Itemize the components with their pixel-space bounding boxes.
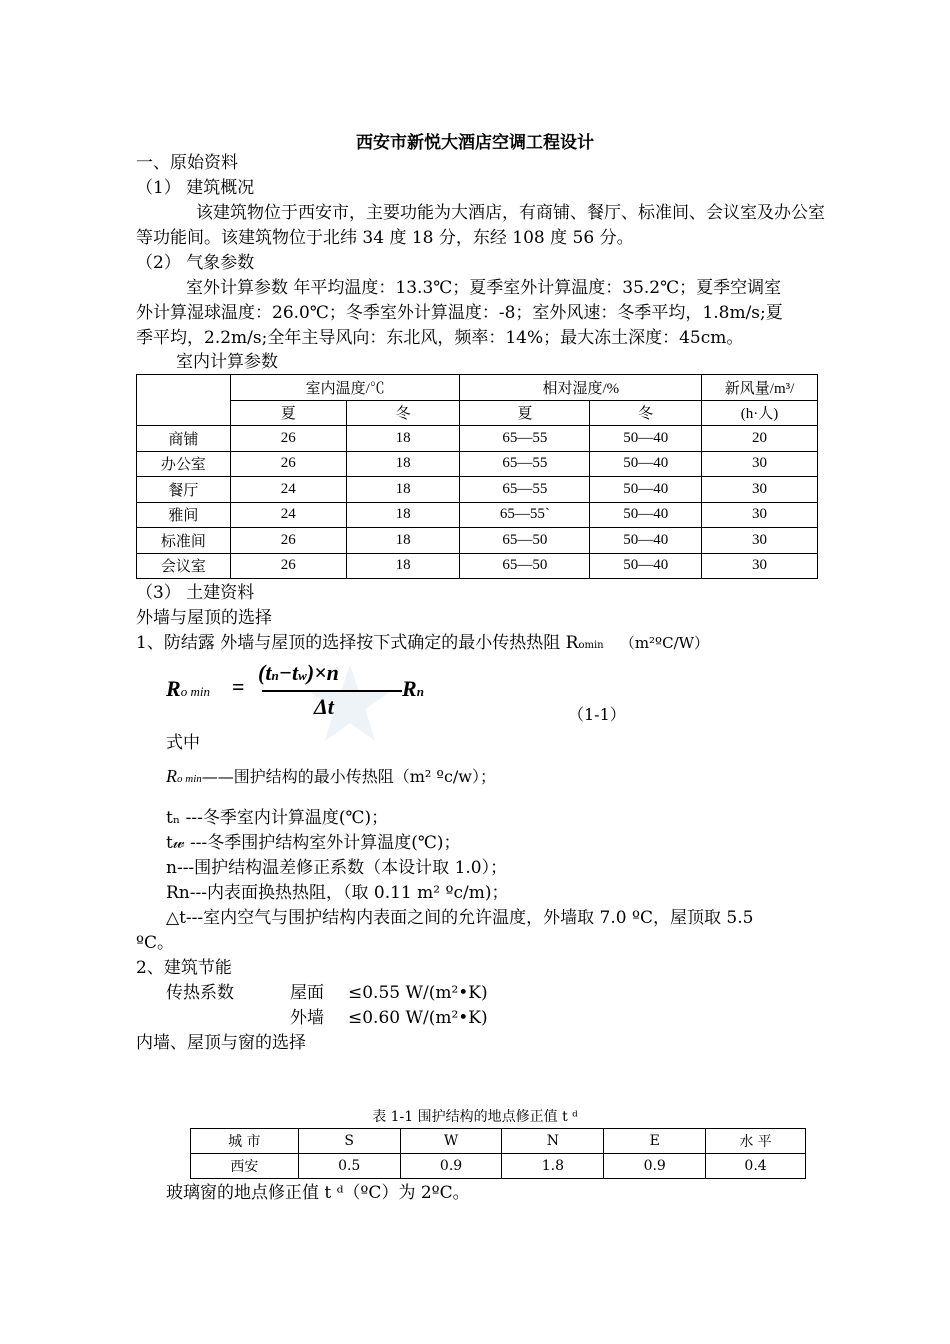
def-romin-sub: o min — [177, 773, 202, 785]
header-fresh-air-unit: (h·人) — [702, 400, 818, 426]
table-row — [137, 502, 818, 528]
table-cell: 0.5 — [298, 1154, 400, 1179]
item-anti-condensation — [136, 632, 709, 657]
table-cell: 65—55 — [460, 477, 590, 503]
roof-value: ≤0.55 W/(m²•K) — [348, 983, 488, 1003]
table-header-cell: E — [604, 1129, 706, 1154]
where-label: 式中 — [166, 733, 200, 753]
formula-denominator: Δt — [314, 694, 334, 719]
table-cell: 30 — [702, 528, 818, 554]
table-header-cell: S — [298, 1129, 400, 1154]
table-cell: 24 — [230, 477, 346, 503]
header-fresh-air: 新风量/m³/ — [702, 375, 818, 401]
table-subheader-row — [137, 400, 818, 426]
table-cell: 50—40 — [590, 502, 702, 528]
table-cell: 26 — [230, 553, 346, 579]
formula-rhs-symbol: R — [402, 676, 417, 701]
table-cell: 0.9 — [400, 1154, 502, 1179]
heat-transfer-label: 传热系数 — [166, 983, 234, 1003]
subheading-building-overview: （1） 建筑概况 — [136, 178, 255, 198]
subheading-civil-data: （3） 土建资料 — [136, 583, 255, 603]
table-row — [137, 426, 818, 452]
table-cell: 商铺 — [137, 426, 231, 452]
indoor-params-label: 室内计算参数 — [176, 352, 278, 372]
table-cell: 65—55` — [460, 502, 590, 528]
paragraph-weather-line1: 室外计算参数 年平均温度：13.3℃；夏季室外计算温度：35.2℃；夏季空调室 — [186, 278, 782, 298]
formula-fraction-line — [262, 690, 402, 692]
formula-num-a: (t — [258, 660, 272, 685]
table-cell: 65—55 — [460, 451, 590, 477]
def-romin — [166, 764, 496, 787]
formula-num-sub-n: n — [271, 668, 279, 683]
formula-lhs — [166, 676, 210, 702]
header-indoor-temp: 室内温度/℃ — [230, 375, 460, 401]
table-cell: 18 — [346, 451, 460, 477]
table-header-cell: 水 平 — [706, 1129, 806, 1154]
table-cell: 办公室 — [137, 451, 231, 477]
def-n: n---围护结构温差修正系数（本设计取 1.0）； — [166, 858, 508, 878]
paragraph-weather-line2: 外计算湿球温度：26.0℃；冬季室外计算温度：-8；室外风速：冬季平均，1.8m/s;夏 — [136, 303, 783, 323]
subheading-weather: （2） 气象参数 — [136, 253, 255, 273]
formula-lhs-sub: o min — [180, 684, 210, 699]
table-header-row — [191, 1129, 806, 1154]
table-cell: 30 — [702, 451, 818, 477]
table-row — [137, 451, 818, 477]
glass-correction-note: 玻璃窗的地点修正值 t ᵈ（ºC）为 2ºC。 — [166, 1183, 470, 1203]
table-cell: 30 — [702, 477, 818, 503]
section-heading-raw-data: 一、原始资料 — [136, 153, 238, 173]
table-cell: 26 — [230, 451, 346, 477]
table-cell: 标准间 — [137, 528, 231, 554]
table-corner-cell — [137, 375, 231, 426]
formula-num-mid: −t — [278, 660, 299, 685]
table-cell: 30 — [702, 502, 818, 528]
paragraph-building-line1: 该建筑物位于西安市，主要功能为大酒店，有商铺、餐厅、标准间、会议室及办公室 — [196, 203, 825, 223]
formula-rhs-sub: n — [416, 684, 424, 699]
location-correction-table — [190, 1128, 806, 1179]
paragraph-building-line2: 等功能间。该建筑物位于北纬 34 度 18 分，东经 108 度 56 分。 — [136, 228, 634, 248]
table-cell: 30 — [702, 553, 818, 579]
subheader-winter: 冬 — [590, 400, 702, 426]
table-cell: 18 — [346, 553, 460, 579]
paragraph-weather-line3: 季平均，2.2m/s;全年主导风向：东北风，频率：14%；最大冻土深度：45cm。 — [136, 328, 744, 348]
def-rn: Rn---内表面换热热阻，（取 0.11 m² ºc/m)； — [166, 883, 509, 903]
table-cell: 65—55 — [460, 426, 590, 452]
formula-numerator — [258, 660, 339, 686]
wall-value: ≤0.60 W/(m²•K) — [348, 1008, 488, 1028]
table-row — [137, 477, 818, 503]
item-anti-condensation-unit: （m²ºC/W） — [619, 634, 710, 652]
subheader-summer: 夏 — [230, 400, 346, 426]
table-cell: 会议室 — [137, 553, 231, 579]
table-cell: 餐厅 — [137, 477, 231, 503]
def-dt-line1: △t---室内空气与围护结构内表面之间的允许温度，外墙取 7.0 ºC，屋顶取 5.5 — [166, 908, 754, 928]
def-romin-symbol: R — [166, 766, 177, 786]
table-cell: 20 — [702, 426, 818, 452]
table-cell: 18 — [346, 477, 460, 503]
min-thermal-resistance-formula — [166, 660, 466, 720]
table-cell: 18 — [346, 502, 460, 528]
table-cell: 65—50 — [460, 553, 590, 579]
table-cell: 西安 — [191, 1154, 299, 1179]
table2-caption: 表 1-1 围护结构的地点修正值 t ᵈ — [372, 1109, 578, 1125]
def-romin-text: ——围护结构的最小传热阻（m² ºc/w）； — [201, 767, 496, 786]
table-cell: 50—40 — [590, 426, 702, 452]
table-cell: 18 — [346, 528, 460, 554]
table-row — [191, 1154, 806, 1179]
wall-label: 外墙 — [290, 1008, 324, 1028]
def-dt-line2: ºC。 — [136, 933, 175, 953]
indoor-params-table — [136, 374, 818, 579]
table-cell: 18 — [346, 426, 460, 452]
table-header-cell: 城 市 — [191, 1129, 299, 1154]
table-row — [137, 528, 818, 554]
table-row — [137, 553, 818, 579]
table-cell: 50—40 — [590, 477, 702, 503]
item-anti-condensation-text: 1、防结露 外墙与屋顶的选择按下式确定的最小传热热阻 R — [136, 633, 579, 653]
table-cell: 0.4 — [706, 1154, 806, 1179]
item-energy-saving: 2、建筑节能 — [136, 958, 232, 978]
subheader-summer: 夏 — [460, 400, 590, 426]
formula-equals: = — [232, 674, 245, 699]
header-relative-humidity: 相对湿度/% — [460, 375, 702, 401]
table-cell: 50—40 — [590, 528, 702, 554]
def-tn: tₙ ---冬季室内计算温度(℃)； — [166, 808, 389, 828]
subheading-inner-wall: 内墙、屋顶与窗的选择 — [136, 1033, 306, 1053]
formula-rhs — [402, 676, 424, 702]
table-cell: 65—50 — [460, 528, 590, 554]
subheader-winter: 冬 — [346, 400, 460, 426]
def-tw: t𝓌 ---冬季围护结构室外计算温度(℃)； — [166, 833, 461, 853]
formula-lhs-symbol: R — [166, 676, 181, 701]
page-title: 西安市新悦大酒店空调工程设计 — [356, 133, 594, 153]
table-header-cell: N — [502, 1129, 604, 1154]
table-cell: 0.9 — [604, 1154, 706, 1179]
table-header-cell: W — [400, 1129, 502, 1154]
item-anti-condensation-sub: omin — [578, 640, 604, 651]
table-cell: 24 — [230, 502, 346, 528]
table-cell: 26 — [230, 528, 346, 554]
roof-label: 屋面 — [290, 983, 324, 1003]
table-header-row — [137, 375, 818, 401]
equation-number: （1-1） — [568, 705, 626, 724]
formula-num-end: )×n — [306, 660, 339, 685]
subheading-wall-roof: 外墙与屋顶的选择 — [136, 608, 272, 628]
table-cell: 50—40 — [590, 451, 702, 477]
table-cell: 雅间 — [137, 502, 231, 528]
table-cell: 26 — [230, 426, 346, 452]
formula-num-sub-w: w — [298, 668, 307, 683]
table-cell: 50—40 — [590, 553, 702, 579]
table-cell: 1.8 — [502, 1154, 604, 1179]
